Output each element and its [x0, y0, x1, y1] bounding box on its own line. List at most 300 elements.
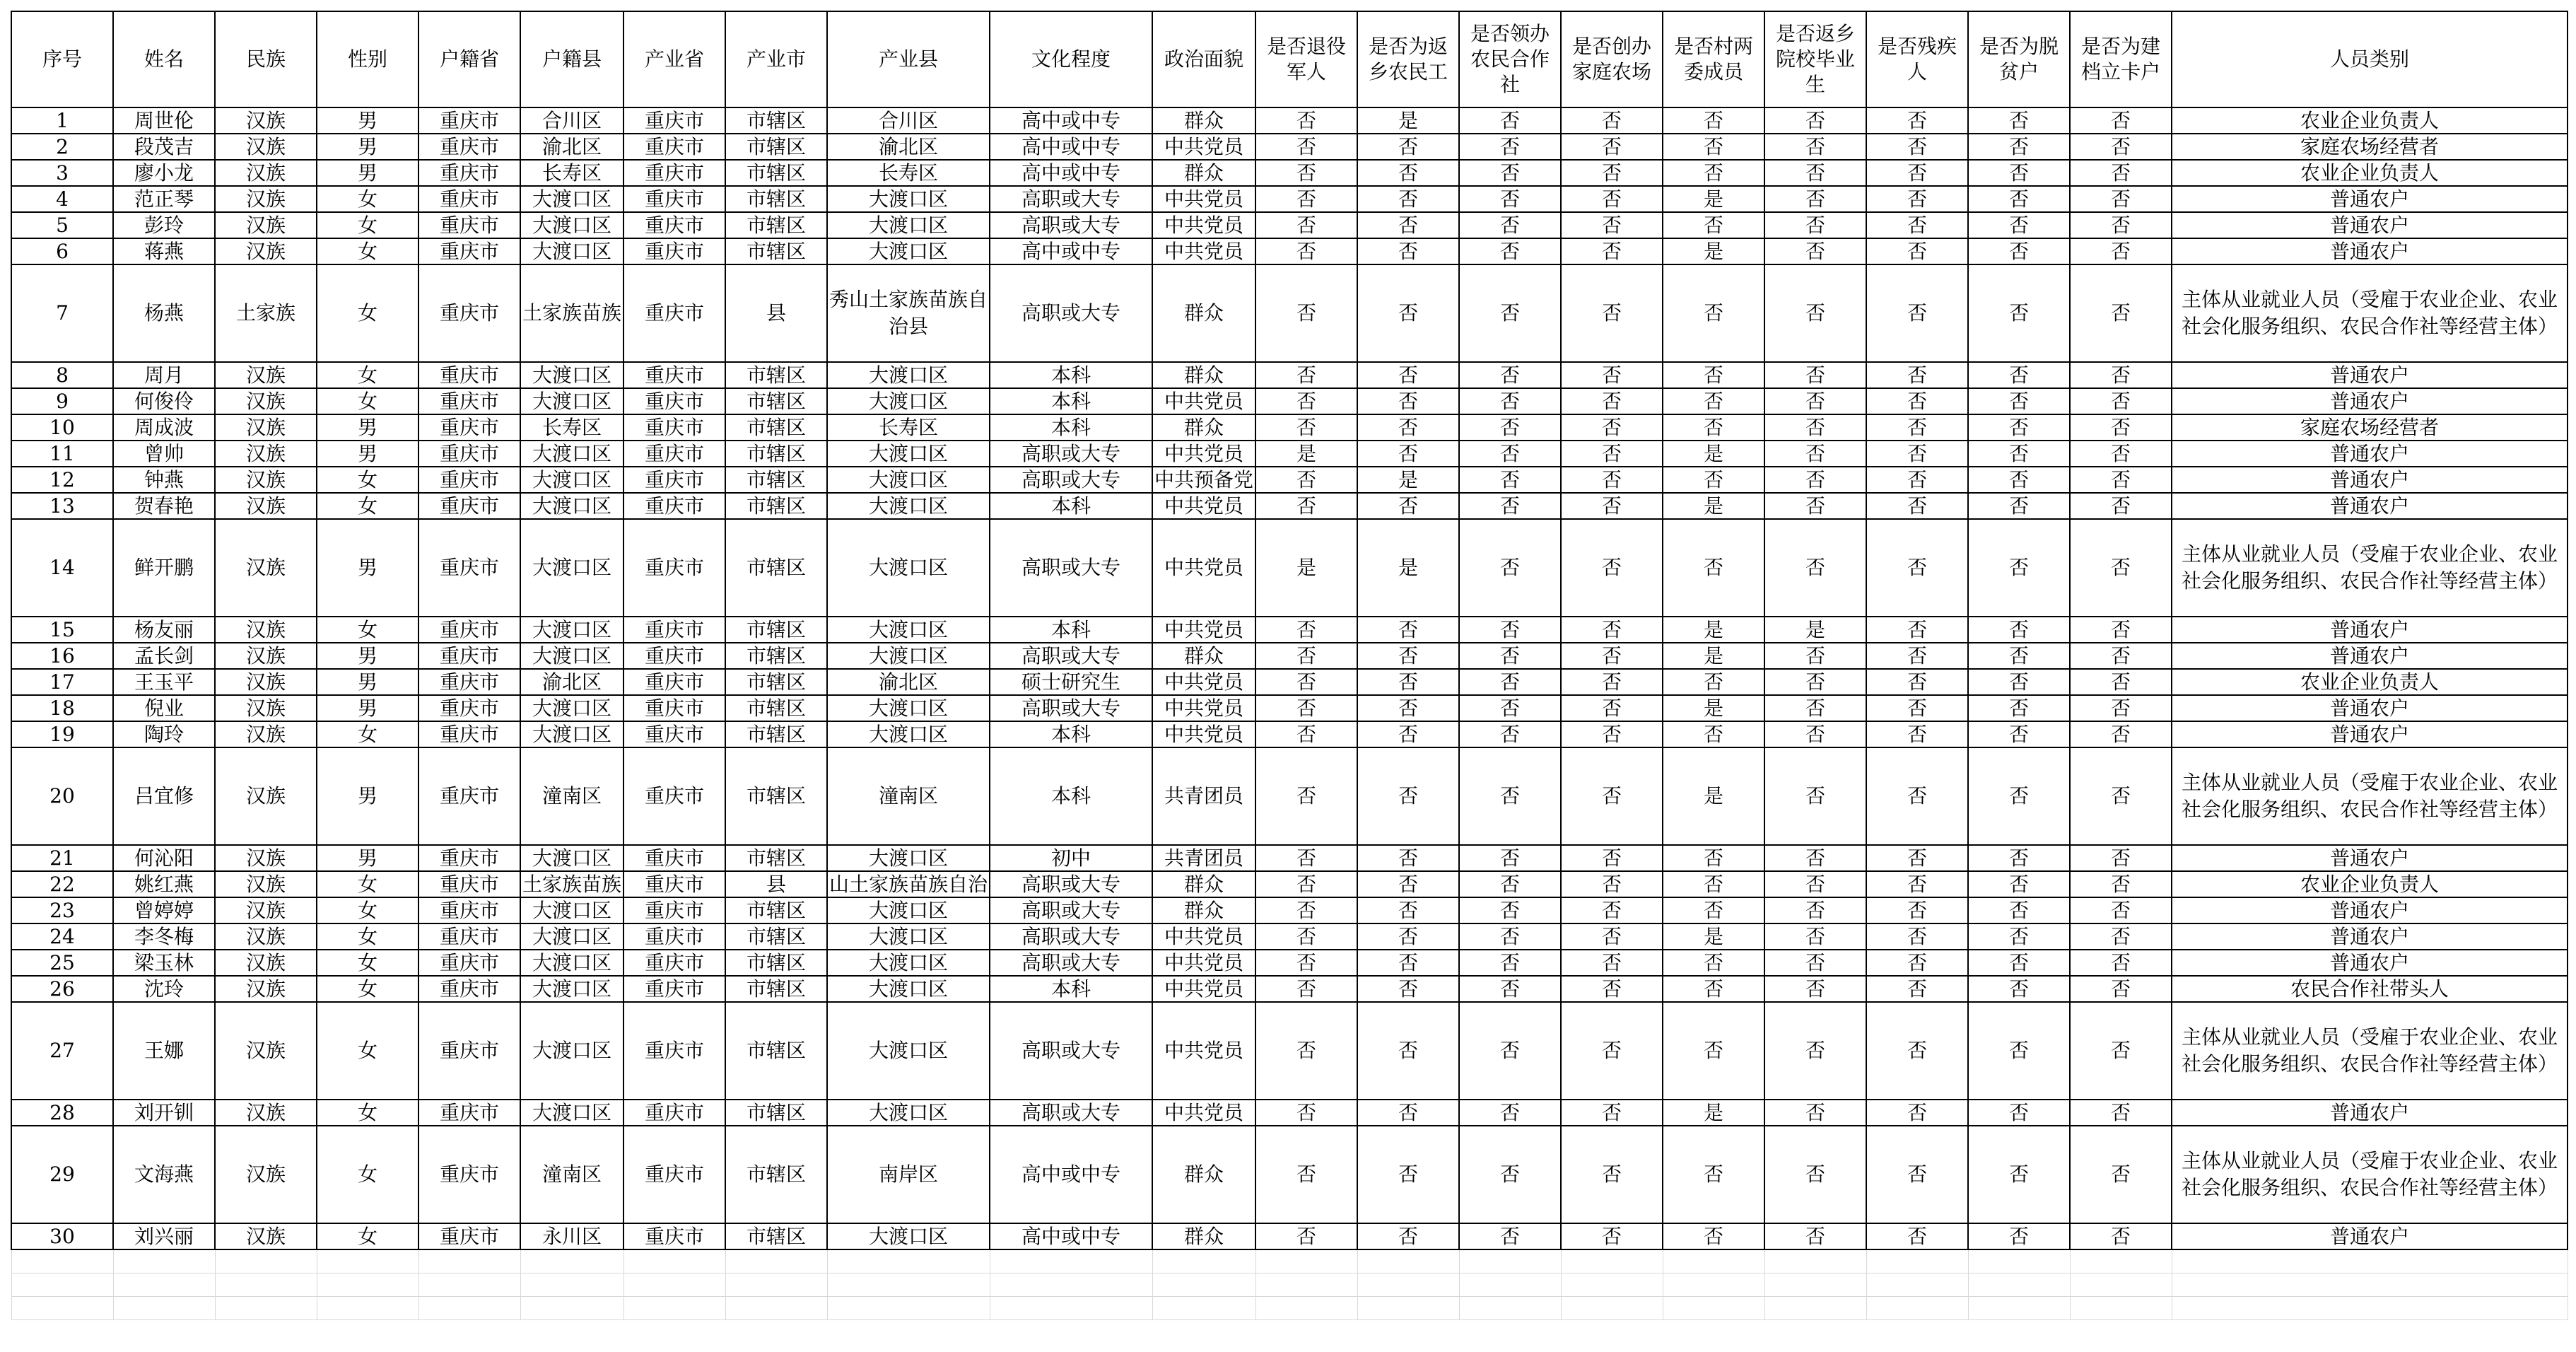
table-cell[interactable]: 大渡口区 — [520, 845, 623, 871]
table-cell[interactable]: 大渡口区 — [827, 897, 990, 923]
column-header[interactable]: 民族 — [215, 11, 317, 107]
table-cell[interactable]: 否 — [1357, 1002, 1459, 1100]
table-cell[interactable]: 26 — [11, 976, 113, 1002]
table-cell[interactable]: 是 — [1663, 643, 1764, 669]
table-cell[interactable]: 普通农户 — [2172, 721, 2568, 747]
table-cell[interactable]: 8 — [11, 362, 113, 388]
table-cell[interactable]: 否 — [1866, 519, 1968, 617]
table-cell[interactable]: 否 — [1561, 1002, 1663, 1100]
table-cell[interactable]: 否 — [1357, 950, 1459, 976]
table-cell[interactable]: 重庆市 — [623, 617, 725, 643]
table-cell[interactable]: 男 — [317, 643, 418, 669]
table-cell[interactable]: 否 — [1561, 747, 1663, 845]
empty-cell[interactable] — [2070, 1274, 2172, 1297]
table-cell[interactable]: 吕宜修 — [113, 747, 215, 845]
table-cell[interactable]: 是 — [1663, 493, 1764, 519]
table-cell[interactable]: 市辖区 — [725, 519, 827, 617]
table-cell[interactable]: 重庆市 — [623, 264, 725, 362]
table-cell[interactable]: 否 — [1866, 976, 1968, 1002]
table-cell[interactable]: 否 — [1764, 414, 1866, 441]
table-cell[interactable]: 否 — [1968, 493, 2070, 519]
table-cell[interactable]: 大渡口区 — [520, 721, 623, 747]
table-cell[interactable]: 汉族 — [215, 414, 317, 441]
empty-cell[interactable] — [725, 1274, 827, 1297]
table-cell[interactable]: 男 — [317, 845, 418, 871]
table-cell[interactable]: 否 — [1561, 695, 1663, 721]
table-cell[interactable]: 市辖区 — [725, 160, 827, 186]
table-cell[interactable]: 重庆市 — [623, 441, 725, 467]
table-cell[interactable]: 否 — [1866, 897, 1968, 923]
table-cell[interactable]: 家庭农场经营者 — [2172, 134, 2568, 160]
empty-cell[interactable] — [418, 1274, 520, 1297]
table-cell[interactable]: 是 — [1255, 441, 1357, 467]
table-cell[interactable]: 否 — [1764, 923, 1866, 950]
table-cell[interactable]: 否 — [2070, 669, 2172, 695]
table-cell[interactable]: 否 — [1663, 362, 1764, 388]
table-cell[interactable]: 否 — [1561, 441, 1663, 467]
table-cell[interactable]: 重庆市 — [418, 1223, 520, 1249]
table-cell[interactable]: 大渡口区 — [520, 493, 623, 519]
table-cell[interactable]: 重庆市 — [418, 845, 520, 871]
table-cell[interactable]: 大渡口区 — [520, 617, 623, 643]
table-cell[interactable]: 否 — [1764, 212, 1866, 238]
table-cell[interactable]: 农业企业负责人 — [2172, 871, 2568, 897]
table-cell[interactable]: 否 — [1561, 414, 1663, 441]
table-cell[interactable]: 何沁阳 — [113, 845, 215, 871]
table-cell[interactable]: 重庆市 — [623, 976, 725, 1002]
column-header[interactable]: 是否村两委成员 — [1663, 11, 1764, 107]
table-cell[interactable]: 中共党员 — [1152, 388, 1255, 414]
table-cell[interactable]: 29 — [11, 1126, 113, 1223]
table-cell[interactable]: 汉族 — [215, 871, 317, 897]
table-cell[interactable]: 否 — [1866, 1100, 1968, 1126]
table-cell[interactable]: 土家族 — [215, 264, 317, 362]
empty-cell[interactable] — [1152, 1274, 1255, 1297]
table-cell[interactable]: 否 — [1357, 1126, 1459, 1223]
table-cell[interactable]: 否 — [1459, 923, 1561, 950]
table-cell[interactable]: 高职或大专 — [990, 212, 1152, 238]
table-cell[interactable]: 否 — [1459, 186, 1561, 212]
table-cell[interactable]: 重庆市 — [418, 186, 520, 212]
table-cell[interactable]: 男 — [317, 695, 418, 721]
table-cell[interactable]: 否 — [1357, 238, 1459, 264]
table-cell[interactable]: 大渡口区 — [520, 1100, 623, 1126]
table-cell[interactable]: 贺春艳 — [113, 493, 215, 519]
table-cell[interactable]: 群众 — [1152, 1126, 1255, 1223]
table-cell[interactable]: 否 — [1459, 1100, 1561, 1126]
table-cell[interactable]: 否 — [1255, 923, 1357, 950]
table-cell[interactable]: 否 — [1968, 1100, 2070, 1126]
table-cell[interactable]: 是 — [1663, 695, 1764, 721]
table-cell[interactable]: 否 — [1561, 212, 1663, 238]
table-cell[interactable]: 群众 — [1152, 107, 1255, 134]
table-cell[interactable]: 重庆市 — [623, 643, 725, 669]
table-cell[interactable]: 是 — [1663, 1100, 1764, 1126]
table-cell[interactable]: 否 — [1357, 186, 1459, 212]
table-cell[interactable]: 高职或大专 — [990, 871, 1152, 897]
empty-cell[interactable] — [215, 1274, 317, 1297]
table-cell[interactable]: 否 — [1255, 747, 1357, 845]
empty-cell[interactable] — [11, 1297, 113, 1320]
table-cell[interactable]: 是 — [1663, 923, 1764, 950]
empty-cell[interactable] — [1357, 1249, 1459, 1274]
table-cell[interactable]: 高中或中专 — [990, 107, 1152, 134]
table-cell[interactable]: 否 — [1459, 1002, 1561, 1100]
table-cell[interactable]: 重庆市 — [418, 493, 520, 519]
table-cell[interactable]: 重庆市 — [418, 238, 520, 264]
table-cell[interactable]: 否 — [1459, 747, 1561, 845]
table-cell[interactable]: 杨燕 — [113, 264, 215, 362]
table-cell[interactable]: 汉族 — [215, 160, 317, 186]
empty-cell[interactable] — [2172, 1249, 2568, 1274]
table-cell[interactable]: 否 — [1866, 721, 1968, 747]
table-cell[interactable]: 普通农户 — [2172, 1100, 2568, 1126]
table-cell[interactable]: 主体从业就业人员（受雇于农业企业、农业社会化服务组织、农民合作社等经营主体） — [2172, 264, 2568, 362]
empty-cell[interactable] — [725, 1249, 827, 1274]
table-cell[interactable]: 重庆市 — [623, 695, 725, 721]
table-cell[interactable]: 女 — [317, 950, 418, 976]
table-cell[interactable]: 否 — [2070, 467, 2172, 493]
table-cell[interactable]: 重庆市 — [418, 747, 520, 845]
column-header[interactable]: 是否退役军人 — [1255, 11, 1357, 107]
empty-cell[interactable] — [520, 1274, 623, 1297]
table-cell[interactable]: 汉族 — [215, 1100, 317, 1126]
table-cell[interactable]: 大渡口区 — [520, 950, 623, 976]
table-cell[interactable]: 重庆市 — [418, 1002, 520, 1100]
table-cell[interactable]: 渝北区 — [827, 134, 990, 160]
table-cell[interactable]: 中共党员 — [1152, 669, 1255, 695]
table-cell[interactable]: 重庆市 — [623, 388, 725, 414]
table-cell[interactable]: 县 — [725, 264, 827, 362]
table-cell[interactable]: 否 — [1764, 871, 1866, 897]
table-cell[interactable]: 否 — [1968, 1223, 2070, 1249]
table-cell[interactable]: 否 — [1968, 669, 2070, 695]
table-cell[interactable]: 否 — [1764, 1100, 1866, 1126]
table-cell[interactable]: 否 — [1764, 950, 1866, 976]
table-cell[interactable]: 否 — [1255, 467, 1357, 493]
table-cell[interactable]: 合川区 — [520, 107, 623, 134]
table-cell[interactable]: 否 — [2070, 923, 2172, 950]
table-cell[interactable]: 否 — [1866, 388, 1968, 414]
empty-cell[interactable] — [317, 1297, 418, 1320]
table-cell[interactable]: 市辖区 — [725, 362, 827, 388]
table-cell[interactable]: 否 — [2070, 414, 2172, 441]
table-cell[interactable]: 农业企业负责人 — [2172, 669, 2568, 695]
table-cell[interactable]: 否 — [1561, 669, 1663, 695]
table-cell[interactable]: 否 — [1561, 238, 1663, 264]
table-cell[interactable]: 女 — [317, 1002, 418, 1100]
table-cell[interactable]: 18 — [11, 695, 113, 721]
column-header[interactable]: 产业县 — [827, 11, 990, 107]
table-cell[interactable]: 大渡口区 — [827, 493, 990, 519]
table-cell[interactable]: 否 — [1866, 362, 1968, 388]
table-cell[interactable]: 否 — [1968, 617, 2070, 643]
table-cell[interactable]: 否 — [2070, 950, 2172, 976]
table-cell[interactable]: 否 — [1561, 134, 1663, 160]
table-cell[interactable]: 汉族 — [215, 107, 317, 134]
table-cell[interactable]: 市辖区 — [725, 976, 827, 1002]
table-cell[interactable]: 高职或大专 — [990, 467, 1152, 493]
table-cell[interactable]: 女 — [317, 212, 418, 238]
table-cell[interactable]: 汉族 — [215, 441, 317, 467]
table-cell[interactable]: 否 — [1663, 212, 1764, 238]
table-cell[interactable]: 男 — [317, 414, 418, 441]
table-cell[interactable]: 否 — [1459, 669, 1561, 695]
table-cell[interactable]: 高职或大专 — [990, 264, 1152, 362]
table-cell[interactable]: 否 — [1968, 1002, 2070, 1100]
empty-cell[interactable] — [1764, 1249, 1866, 1274]
table-cell[interactable]: 5 — [11, 212, 113, 238]
table-cell[interactable]: 否 — [1866, 845, 1968, 871]
empty-cell[interactable] — [215, 1249, 317, 1274]
table-cell[interactable]: 重庆市 — [418, 695, 520, 721]
table-cell[interactable]: 否 — [1968, 388, 2070, 414]
table-cell[interactable]: 否 — [1866, 212, 1968, 238]
table-cell[interactable]: 大渡口区 — [520, 519, 623, 617]
table-cell[interactable]: 中共党员 — [1152, 923, 1255, 950]
table-cell[interactable]: 汉族 — [215, 669, 317, 695]
table-cell[interactable]: 市辖区 — [725, 134, 827, 160]
table-cell[interactable]: 否 — [1255, 976, 1357, 1002]
table-cell[interactable]: 汉族 — [215, 467, 317, 493]
table-cell[interactable]: 硕士研究生 — [990, 669, 1152, 695]
table-cell[interactable]: 否 — [1968, 897, 2070, 923]
table-cell[interactable]: 否 — [1968, 923, 2070, 950]
table-cell[interactable]: 汉族 — [215, 238, 317, 264]
table-cell[interactable]: 否 — [1866, 695, 1968, 721]
table-cell[interactable]: 否 — [2070, 897, 2172, 923]
table-cell[interactable]: 重庆市 — [623, 107, 725, 134]
table-cell[interactable]: 否 — [2070, 1100, 2172, 1126]
table-cell[interactable]: 农业企业负责人 — [2172, 160, 2568, 186]
table-cell[interactable]: 否 — [1764, 845, 1866, 871]
table-cell[interactable]: 女 — [317, 976, 418, 1002]
table-cell[interactable]: 女 — [317, 617, 418, 643]
table-cell[interactable]: 否 — [1255, 643, 1357, 669]
table-cell[interactable]: 大渡口区 — [520, 1002, 623, 1100]
table-cell[interactable]: 大渡口区 — [520, 695, 623, 721]
table-cell[interactable]: 普通农户 — [2172, 467, 2568, 493]
empty-cell[interactable] — [1866, 1249, 1968, 1274]
table-cell[interactable]: 否 — [1968, 643, 2070, 669]
table-cell[interactable]: 是 — [1663, 441, 1764, 467]
table-cell[interactable]: 普通农户 — [2172, 617, 2568, 643]
table-cell[interactable]: 否 — [1968, 976, 2070, 1002]
table-cell[interactable]: 否 — [1764, 669, 1866, 695]
empty-cell[interactable] — [1152, 1297, 1255, 1320]
table-cell[interactable]: 南岸区 — [827, 1126, 990, 1223]
empty-cell[interactable] — [725, 1297, 827, 1320]
table-cell[interactable]: 否 — [1663, 414, 1764, 441]
table-cell[interactable]: 群众 — [1152, 1223, 1255, 1249]
table-cell[interactable]: 市辖区 — [725, 388, 827, 414]
table-cell[interactable]: 否 — [1764, 976, 1866, 1002]
table-cell[interactable]: 否 — [1764, 134, 1866, 160]
table-cell[interactable]: 普通农户 — [2172, 186, 2568, 212]
column-header[interactable]: 是否领办农民合作社 — [1459, 11, 1561, 107]
table-cell[interactable]: 重庆市 — [623, 1126, 725, 1223]
table-cell[interactable]: 否 — [2070, 1126, 2172, 1223]
table-cell[interactable]: 高中或中专 — [990, 238, 1152, 264]
table-cell[interactable]: 否 — [1459, 134, 1561, 160]
column-header[interactable]: 政治面貌 — [1152, 11, 1255, 107]
table-cell[interactable]: 长寿区 — [520, 414, 623, 441]
table-cell[interactable]: 长寿区 — [520, 160, 623, 186]
table-cell[interactable]: 本科 — [990, 721, 1152, 747]
empty-cell[interactable] — [2172, 1297, 2568, 1320]
table-cell[interactable]: 否 — [1561, 186, 1663, 212]
table-cell[interactable]: 重庆市 — [623, 897, 725, 923]
table-cell[interactable]: 男 — [317, 134, 418, 160]
table-cell[interactable]: 重庆市 — [418, 897, 520, 923]
table-cell[interactable]: 否 — [2070, 441, 2172, 467]
table-cell[interactable]: 16 — [11, 643, 113, 669]
table-cell[interactable]: 市辖区 — [725, 845, 827, 871]
table-cell[interactable]: 否 — [1255, 414, 1357, 441]
column-header[interactable]: 户籍省 — [418, 11, 520, 107]
table-cell[interactable]: 大渡口区 — [520, 212, 623, 238]
table-cell[interactable]: 中共党员 — [1152, 695, 1255, 721]
table-cell[interactable]: 永川区 — [520, 1223, 623, 1249]
table-cell[interactable]: 否 — [1764, 721, 1866, 747]
table-cell[interactable]: 大渡口区 — [520, 897, 623, 923]
table-cell[interactable]: 重庆市 — [418, 441, 520, 467]
table-cell[interactable]: 合川区 — [827, 107, 990, 134]
table-cell[interactable]: 否 — [1561, 617, 1663, 643]
table-cell[interactable]: 否 — [2070, 264, 2172, 362]
table-cell[interactable]: 群众 — [1152, 871, 1255, 897]
table-cell[interactable]: 否 — [1357, 643, 1459, 669]
table-cell[interactable]: 否 — [1459, 976, 1561, 1002]
table-cell[interactable]: 重庆市 — [623, 212, 725, 238]
table-cell[interactable]: 市辖区 — [725, 493, 827, 519]
table-cell[interactable]: 21 — [11, 845, 113, 871]
table-cell[interactable]: 否 — [1561, 493, 1663, 519]
table-cell[interactable]: 普通农户 — [2172, 441, 2568, 467]
table-cell[interactable]: 汉族 — [215, 1002, 317, 1100]
table-cell[interactable]: 孟长剑 — [113, 643, 215, 669]
table-cell[interactable]: 否 — [1866, 467, 1968, 493]
empty-cell[interactable] — [827, 1297, 990, 1320]
table-cell[interactable]: 否 — [1459, 721, 1561, 747]
table-cell[interactable]: 否 — [1764, 388, 1866, 414]
table-cell[interactable]: 20 — [11, 747, 113, 845]
table-cell[interactable]: 13 — [11, 493, 113, 519]
table-cell[interactable]: 否 — [1866, 493, 1968, 519]
table-cell[interactable]: 否 — [1866, 160, 1968, 186]
table-cell[interactable]: 鲜开鹏 — [113, 519, 215, 617]
empty-cell[interactable] — [1866, 1297, 1968, 1320]
table-cell[interactable]: 何俊伶 — [113, 388, 215, 414]
table-cell[interactable]: 否 — [1357, 1223, 1459, 1249]
table-cell[interactable]: 大渡口区 — [827, 695, 990, 721]
table-cell[interactable]: 汉族 — [215, 721, 317, 747]
table-cell[interactable]: 否 — [1561, 897, 1663, 923]
table-cell[interactable]: 否 — [2070, 871, 2172, 897]
table-cell[interactable]: 中共党员 — [1152, 950, 1255, 976]
table-cell[interactable]: 否 — [2070, 362, 2172, 388]
table-cell[interactable]: 否 — [1968, 238, 2070, 264]
table-cell[interactable]: 大渡口区 — [827, 1002, 990, 1100]
table-cell[interactable]: 7 — [11, 264, 113, 362]
table-cell[interactable]: 女 — [317, 264, 418, 362]
table-cell[interactable]: 王玉平 — [113, 669, 215, 695]
table-cell[interactable]: 14 — [11, 519, 113, 617]
table-cell[interactable]: 否 — [1866, 186, 1968, 212]
table-cell[interactable]: 沈玲 — [113, 976, 215, 1002]
table-cell[interactable]: 市辖区 — [725, 617, 827, 643]
table-cell[interactable]: 否 — [1255, 1002, 1357, 1100]
table-cell[interactable]: 大渡口区 — [520, 643, 623, 669]
table-cell[interactable]: 大渡口区 — [827, 519, 990, 617]
table-cell[interactable]: 高职或大专 — [990, 695, 1152, 721]
empty-cell[interactable] — [113, 1274, 215, 1297]
table-cell[interactable]: 否 — [1459, 238, 1561, 264]
empty-cell[interactable] — [1968, 1274, 2070, 1297]
table-cell[interactable]: 重庆市 — [623, 160, 725, 186]
table-cell[interactable]: 女 — [317, 467, 418, 493]
empty-cell[interactable] — [418, 1297, 520, 1320]
table-cell[interactable]: 否 — [1663, 897, 1764, 923]
table-cell[interactable]: 男 — [317, 519, 418, 617]
table-cell[interactable]: 主体从业就业人员（受雇于农业企业、农业社会化服务组织、农民合作社等经营主体） — [2172, 1126, 2568, 1223]
table-cell[interactable]: 曾婷婷 — [113, 897, 215, 923]
empty-cell[interactable] — [623, 1297, 725, 1320]
table-cell[interactable]: 是 — [1357, 519, 1459, 617]
table-cell[interactable]: 中共党员 — [1152, 1002, 1255, 1100]
table-cell[interactable]: 市辖区 — [725, 212, 827, 238]
table-cell[interactable]: 否 — [1561, 871, 1663, 897]
table-cell[interactable]: 女 — [317, 1223, 418, 1249]
table-cell[interactable]: 是 — [1764, 617, 1866, 643]
table-cell[interactable]: 否 — [1561, 467, 1663, 493]
table-cell[interactable]: 否 — [1663, 388, 1764, 414]
table-cell[interactable]: 中共党员 — [1152, 721, 1255, 747]
table-cell[interactable]: 重庆市 — [623, 238, 725, 264]
table-cell[interactable]: 重庆市 — [623, 134, 725, 160]
table-cell[interactable]: 否 — [1357, 160, 1459, 186]
table-cell[interactable]: 否 — [1459, 414, 1561, 441]
table-cell[interactable]: 普通农户 — [2172, 493, 2568, 519]
table-cell[interactable]: 否 — [1561, 264, 1663, 362]
table-cell[interactable]: 汉族 — [215, 1126, 317, 1223]
table-cell[interactable]: 男 — [317, 669, 418, 695]
table-cell[interactable]: 重庆市 — [623, 186, 725, 212]
table-cell[interactable]: 9 — [11, 388, 113, 414]
table-cell[interactable]: 重庆市 — [418, 519, 520, 617]
table-cell[interactable]: 否 — [1764, 441, 1866, 467]
table-cell[interactable]: 否 — [1255, 238, 1357, 264]
table-cell[interactable]: 杨友丽 — [113, 617, 215, 643]
table-cell[interactable]: 大渡口区 — [827, 467, 990, 493]
table-cell[interactable]: 否 — [1663, 467, 1764, 493]
table-cell[interactable]: 大渡口区 — [827, 1223, 990, 1249]
empty-cell[interactable] — [1459, 1274, 1561, 1297]
table-cell[interactable]: 普通农户 — [2172, 643, 2568, 669]
table-cell[interactable]: 否 — [1968, 414, 2070, 441]
table-cell[interactable]: 女 — [317, 721, 418, 747]
table-cell[interactable]: 高职或大专 — [990, 897, 1152, 923]
table-cell[interactable]: 否 — [1968, 695, 2070, 721]
empty-cell[interactable] — [1561, 1297, 1663, 1320]
table-cell[interactable]: 汉族 — [215, 950, 317, 976]
table-cell[interactable]: 文海燕 — [113, 1126, 215, 1223]
table-cell[interactable]: 重庆市 — [418, 414, 520, 441]
table-cell[interactable]: 否 — [2070, 976, 2172, 1002]
column-header[interactable]: 是否残疾人 — [1866, 11, 1968, 107]
table-cell[interactable]: 重庆市 — [418, 950, 520, 976]
table-cell[interactable]: 否 — [1866, 923, 1968, 950]
